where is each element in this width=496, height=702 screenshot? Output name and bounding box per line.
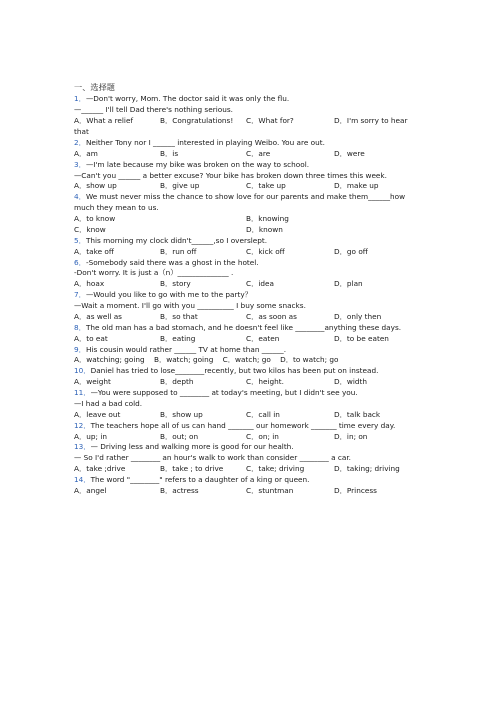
option-d[interactable]: D．talk back (334, 409, 381, 419)
option-a[interactable]: A．show up (74, 181, 117, 191)
option-c[interactable]: C．on; in (246, 431, 279, 441)
question-8 (74, 323, 419, 334)
option-d[interactable]: D．make up (334, 181, 379, 191)
option-c[interactable]: C．eaten (246, 333, 280, 343)
question-number: 8． (74, 322, 86, 332)
option-a[interactable]: A．to know (74, 214, 116, 223)
options-row (74, 377, 419, 388)
option-d[interactable]: D．plan (334, 279, 363, 289)
option-d[interactable]: D．were (334, 148, 365, 158)
option-a[interactable]: A．take ;drive (74, 464, 126, 474)
question-number: 5． (74, 235, 86, 245)
question-text: The teachers hope all of us can hand _______ our homework _______ time every day. (90, 420, 396, 430)
option-a[interactable]: A．leave out (74, 409, 121, 419)
question-12 (74, 421, 419, 432)
question-11 (74, 388, 419, 399)
options-row (74, 279, 419, 290)
question-number: 13． (74, 442, 91, 452)
option-continuation: that (74, 127, 89, 136)
option-d[interactable]: D．in; on (334, 431, 368, 441)
option-a[interactable]: A．take off (74, 246, 114, 256)
question-text: —Would you like to go with me to the party？ (85, 290, 252, 300)
question-text: —Don't worry, Mom. The doctor said it was only the flu. (85, 94, 290, 104)
option-b[interactable]: B．give up (160, 181, 200, 191)
option-b[interactable]: B．depth (160, 377, 194, 387)
options-row (74, 225, 419, 236)
question-number: 1． (74, 94, 86, 104)
option-c[interactable]: C．call in (246, 409, 280, 419)
options-inline[interactable]: A．watching; going B．watch; going C．watch; go D．to watch; go (74, 355, 339, 365)
question-line: —______ I'll tell Dad there's nothing serious. (74, 105, 233, 115)
question-9 (74, 345, 419, 356)
option-b[interactable]: B．story (160, 279, 191, 289)
option-b[interactable]: B．actress (160, 485, 199, 495)
option-a[interactable]: A．am (74, 148, 98, 158)
option-d[interactable]: D．I'm sorry to hear (334, 116, 408, 126)
option-d[interactable]: D．width (334, 377, 368, 387)
option-b[interactable]: B．run off (160, 246, 197, 256)
question-text: This morning my clock didn't______,so I overslept. (85, 235, 268, 245)
question-number: 11． (74, 388, 91, 397)
question-number: 3． (74, 159, 86, 169)
option-a[interactable]: A．weight (74, 377, 111, 387)
question-5 (74, 236, 419, 247)
question-line: —I had a bad cold. (74, 398, 143, 408)
question-3 (74, 160, 419, 171)
option-b[interactable]: B．show up (160, 409, 203, 419)
options-row (74, 247, 419, 258)
question-text: His cousin would rather ______ TV at home than ______. (85, 344, 287, 354)
option-c[interactable]: C．height. (246, 377, 284, 387)
question-text: — Driving less and walking more is good for our health. (90, 442, 294, 452)
options-row (74, 432, 419, 443)
option-b[interactable]: B．Congratulations! (160, 116, 234, 126)
question-text: -Somebody said there was a ghost in the hotel. (85, 257, 259, 267)
worksheet (74, 82, 419, 497)
option-b[interactable]: B．is (160, 148, 179, 158)
question-text: —I'm late because my bike was broken on the way to school. (85, 159, 310, 169)
option-c[interactable]: C．What for? (246, 116, 294, 126)
option-d[interactable]: D．to be eaten (334, 333, 389, 343)
option-b[interactable]: B．so that (160, 311, 198, 321)
option-b[interactable]: B．knowing (246, 214, 289, 223)
question-line: —Can't you ______ a better excuse? Your bike has broken down three times this week. (74, 170, 387, 180)
option-d[interactable]: D．only then (334, 311, 382, 321)
option-c[interactable]: C．are (246, 148, 271, 158)
options-row (74, 312, 419, 323)
question-2 (74, 138, 419, 149)
options-row (74, 214, 419, 225)
option-a[interactable]: A．to eat (74, 333, 108, 343)
options-row (74, 486, 419, 497)
question-6 (74, 258, 419, 269)
question-line: — So I'd rather ________ an hour's walk to work than consider ________ a car. (74, 453, 352, 463)
question-text: Neither Tony nor I ______ interested in playing Weibo. You are out. (85, 137, 325, 147)
option-d[interactable]: D．go off (334, 246, 368, 256)
question-number: 9． (74, 344, 86, 354)
question-4 (74, 192, 419, 203)
option-a[interactable]: A．What a relief (74, 116, 134, 126)
question-number: 10． (74, 366, 91, 376)
question-10 (74, 366, 419, 377)
question-number: 4． (74, 192, 86, 202)
option-b[interactable]: B．eating (160, 333, 196, 343)
question-text: The word "________" refers to a daughter of a king or queen. (90, 475, 310, 484)
question-1 (74, 94, 419, 105)
option-c[interactable]: C．take; driving (246, 464, 305, 474)
options-row (74, 149, 419, 160)
option-a[interactable]: A．up; in (74, 431, 107, 441)
question-number: 14． (74, 475, 91, 484)
option-a[interactable]: A．angel (74, 485, 107, 495)
question-text: Daniel has tried to lose________recently, but two kilos has been put on instead. (90, 366, 379, 376)
question-line: -Don't worry. It is just a（n）______________ . (74, 268, 234, 278)
section-title: 一、选择题 (74, 82, 115, 92)
question-text: The old man has a bad stomach, and he doesn't feel like ________anything these days. (85, 322, 402, 332)
option-c[interactable]: C．take up (246, 181, 286, 191)
question-text: —You were supposed to ________ at today's meeting, but I didn't see you. (90, 388, 358, 397)
options-row (74, 116, 419, 127)
question-text: We must never miss the chance to show love for our parents and make them______how (85, 192, 406, 202)
option-a[interactable]: A．as well as (74, 311, 122, 321)
options-row (74, 410, 419, 421)
option-c[interactable]: C．stuntman (246, 485, 294, 495)
question-7 (74, 290, 419, 301)
options-row (74, 334, 419, 345)
option-d[interactable]: D．Princess (334, 485, 377, 495)
option-c[interactable]: C．kick off (246, 246, 285, 256)
options-row (74, 464, 419, 475)
question-13 (74, 442, 419, 453)
question-number: 2． (74, 137, 86, 147)
option-d[interactable]: D．taking; driving (334, 464, 400, 474)
option-c[interactable]: C．idea (246, 279, 275, 289)
question-14 (74, 475, 419, 486)
option-c[interactable]: C．know (74, 224, 106, 234)
option-b[interactable]: B．take ; to drive (160, 464, 224, 474)
question-line: —Wait a moment. I'll go with you __________ I buy some snacks. (74, 301, 306, 310)
option-a[interactable]: A．hoax (74, 279, 105, 289)
question-line: much they mean to us. (74, 203, 159, 213)
question-number: 7． (74, 290, 86, 300)
options-row (74, 181, 419, 192)
question-number: 12． (74, 420, 91, 430)
option-c[interactable]: C．as soon as (246, 311, 297, 321)
option-d[interactable]: D．known (246, 224, 283, 234)
option-b[interactable]: B．out; on (160, 431, 199, 441)
question-number: 6． (74, 257, 86, 267)
